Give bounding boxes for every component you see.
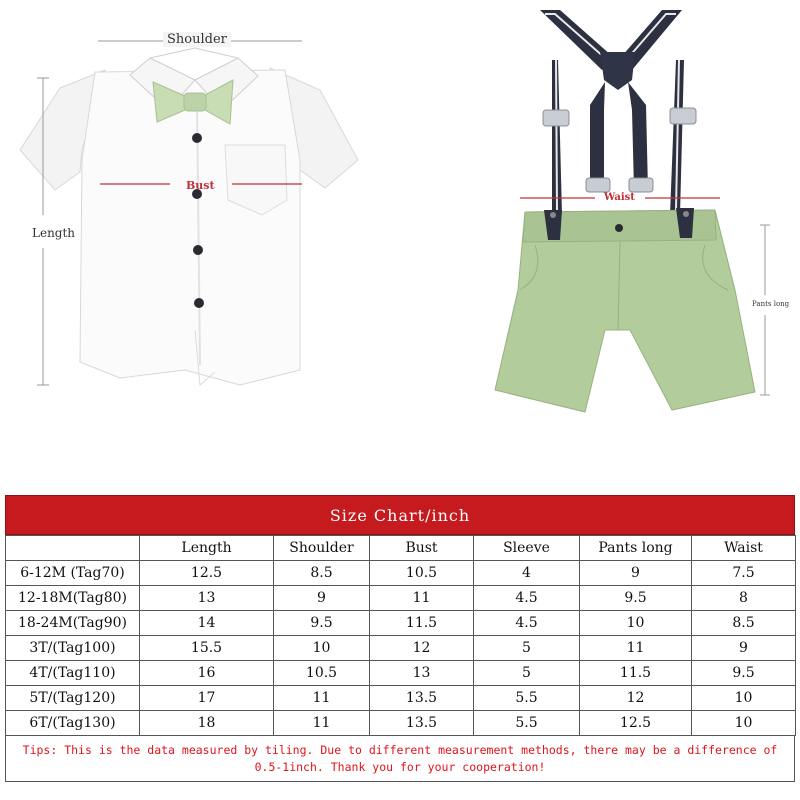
table-cell: 6-12M (Tag70)	[6, 561, 140, 586]
table-cell: 12.5	[580, 711, 692, 736]
table-cell: 4T/(Tag110)	[6, 661, 140, 686]
table-row	[6, 711, 796, 736]
table-row	[6, 636, 796, 661]
shoulder-label: Shoulder	[163, 32, 231, 47]
table-cell: 5	[474, 661, 580, 686]
table-cell: 9.5	[580, 586, 692, 611]
header-bust: Bust	[370, 536, 474, 561]
table-cell: 8	[692, 586, 796, 611]
shirt-image	[20, 41, 358, 385]
table-cell: 12	[580, 686, 692, 711]
table-cell: 11	[274, 686, 370, 711]
table-cell: 3T/(Tag100)	[6, 636, 140, 661]
measurement-tips: Tips: This is the data measured by tiling. Due to different measurement methods, there may be a difference of 0.5-1inch. Thank you for your cooperation!	[5, 736, 795, 782]
header-shoulder: Shoulder	[274, 536, 370, 561]
size-chart-table	[5, 535, 796, 736]
table-cell: 6T/(Tag130)	[6, 711, 140, 736]
size-chart-title: Size Chart/inch	[5, 495, 795, 535]
table-cell: 8.5	[692, 611, 796, 636]
table-cell: 8.5	[274, 561, 370, 586]
table-cell: 13	[140, 586, 274, 611]
table-cell: 18-24M(Tag90)	[6, 611, 140, 636]
table-cell: 7.5	[692, 561, 796, 586]
table-cell: 10	[692, 686, 796, 711]
table-cell: 4.5	[474, 586, 580, 611]
table-cell: 11.5	[580, 661, 692, 686]
table-cell: 11	[370, 586, 474, 611]
table-cell: 5.5	[474, 711, 580, 736]
table-cell: 11.5	[370, 611, 474, 636]
table-cell: 12	[370, 636, 474, 661]
table-row	[6, 611, 796, 636]
table-row	[6, 686, 796, 711]
table-cell: 4.5	[474, 611, 580, 636]
header-length: Length	[140, 536, 274, 561]
table-cell: 13.5	[370, 711, 474, 736]
header-sleeve: Sleeve	[474, 536, 580, 561]
header-pants-long: Pants long	[580, 536, 692, 561]
table-cell: 9.5	[274, 611, 370, 636]
size-chart	[5, 495, 795, 782]
table-cell: 12.5	[140, 561, 274, 586]
table-header-row	[6, 536, 796, 561]
table-cell: 14	[140, 611, 274, 636]
table-cell: 10.5	[370, 561, 474, 586]
table-cell: 10.5	[274, 661, 370, 686]
table-cell: 5.5	[474, 686, 580, 711]
header-waist: Waist	[692, 536, 796, 561]
table-cell: 9	[580, 561, 692, 586]
table-cell: 9.5	[692, 661, 796, 686]
table-cell: 11	[274, 711, 370, 736]
table-cell: 5T/(Tag120)	[6, 686, 140, 711]
size-chart-body	[6, 561, 796, 736]
table-cell: 12-18M(Tag80)	[6, 586, 140, 611]
table-cell: 9	[274, 586, 370, 611]
header-size	[6, 536, 140, 561]
table-cell: 13	[370, 661, 474, 686]
table-cell: 5	[474, 636, 580, 661]
table-row	[6, 661, 796, 686]
table-cell: 10	[274, 636, 370, 661]
table-cell: 17	[140, 686, 274, 711]
table-cell: 13.5	[370, 686, 474, 711]
table-row	[6, 586, 796, 611]
pants-long-label: Pants long	[752, 300, 790, 308]
table-cell: 15.5	[140, 636, 274, 661]
table-cell: 16	[140, 661, 274, 686]
table-cell: 10	[580, 611, 692, 636]
table-cell: 4	[474, 561, 580, 586]
waist-label: Waist	[604, 192, 635, 203]
table-cell: 18	[140, 711, 274, 736]
table-cell: 10	[692, 711, 796, 736]
length-label: Length	[32, 226, 76, 240]
table-cell: 11	[580, 636, 692, 661]
table-row	[6, 561, 796, 586]
bust-label: Bust	[186, 179, 215, 192]
table-cell: 9	[692, 636, 796, 661]
shorts-image	[495, 10, 770, 412]
